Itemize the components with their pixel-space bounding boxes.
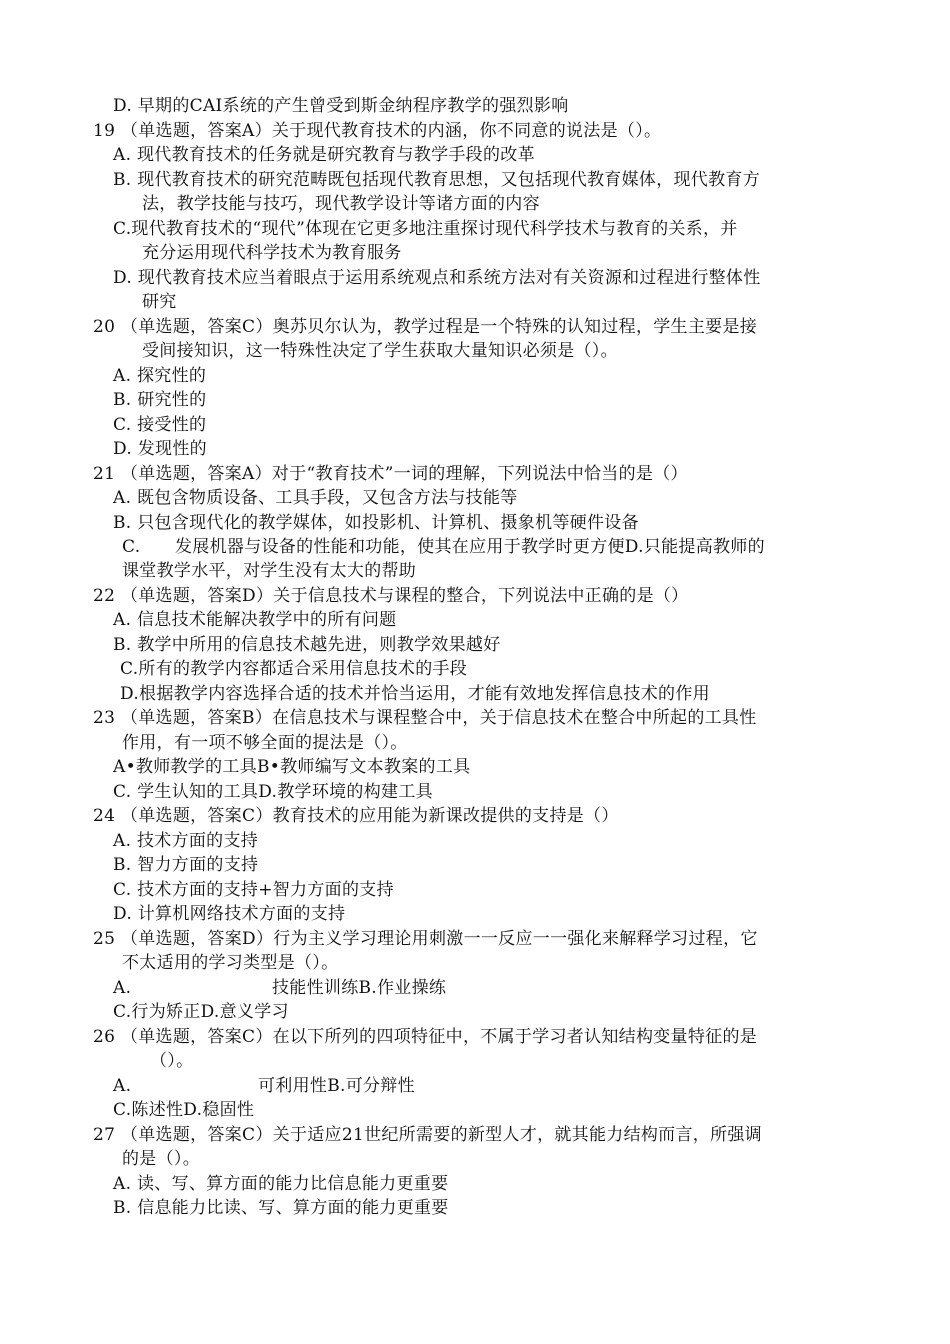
option-line: C.现代教育技术的“现代”体现在它更多地注重探讨现代科学技术与教育的关系，并 xyxy=(113,219,738,239)
question-line: 23 （单选题，答案B）在信息技术与课程整合中，关于信息技术在整合中所起的工具性 xyxy=(93,708,757,728)
option-line: C.陈述性D.稳固性 xyxy=(113,1100,255,1120)
option-label: A. xyxy=(113,1076,132,1096)
option-continuation: 充分运用现代科学技术为教育服务 xyxy=(142,243,402,263)
option-line: C. 学生认知的工具D.教学环境的构建工具 xyxy=(113,782,433,802)
option-line: D.根据教学内容选择合适的技术并恰当运用，才能有效地发挥信息技术的作用 xyxy=(120,684,710,704)
option-line: 可利用性B.可分辩性 xyxy=(258,1076,415,1096)
question-continuation: 作用，有一项不够全面的提法是（）。 xyxy=(122,733,408,753)
option-line: B. 只包含现代化的教学媒体，如投影机、计算机、摄象机等硬件设备 xyxy=(113,513,639,533)
option-line: C. 接受性的 xyxy=(113,415,207,435)
option-continuation: 课堂教学水平，对学生没有太大的帮助 xyxy=(122,561,417,581)
question-continuation: 受间接知识，这一特殊性决定了学生获取大量知识必须是（）。 xyxy=(142,341,618,361)
question-line: 19 （单选题，答案A）关于现代教育技术的内涵，你不同意的说法是（）。 xyxy=(93,121,662,141)
question-line: 27 （单选题，答案C）关于适应21世纪所需要的新型人才，就其能力结构而言，所强调 xyxy=(93,1125,762,1145)
question-continuation: 的是（）。 xyxy=(122,1149,200,1169)
option-line: D. 发现性的 xyxy=(113,439,207,459)
option-line: A. 探究性的 xyxy=(113,366,207,386)
option-line: B. 教学中所用的信息技术越先进，则教学效果越好 xyxy=(113,635,501,655)
question-line: 20 （单选题，答案C）奥苏贝尔认为，教学过程是一个特殊的认知过程，学生主要是接 xyxy=(93,317,758,337)
option-line: C.所有的教学内容都适合采用信息技术的手段 xyxy=(120,659,468,679)
option-line: C. 发展机器与设备的性能和功能，使其在应用于教学时更方便D.只能提高教师的 xyxy=(122,537,765,557)
option-line: C.行为矫正D.意义学习 xyxy=(113,1002,289,1022)
option-line: A. 信息技术能解决教学中的所有问题 xyxy=(113,610,397,630)
option-line: B. 研究性的 xyxy=(113,390,207,410)
option-line: B. 智力方面的支持 xyxy=(113,855,259,875)
question-line: 25 （单选题，答案D）行为主义学习理论用刺激一一反应一一强化来解释学习过程，它 xyxy=(93,929,758,949)
option-line: C. 技术方面的支持+智力方面的支持 xyxy=(113,880,394,900)
option-line: A. 既包含物质设备、工具手段，又包含方法与技能等 xyxy=(113,488,518,508)
question-line: 26 （单选题，答案C）在以下所列的四项特征中，不属于学习者认知结构变量特征的是 xyxy=(93,1027,758,1047)
option-line: B. 信息能力比读、写、算方面的能力更重要 xyxy=(113,1198,449,1218)
option-line: 技能性训练B.作业操练 xyxy=(272,978,447,998)
option-continuation: 法，教学技能与技巧，现代教学设计等诸方面的内容 xyxy=(142,194,540,214)
question-continuation: 不太适用的学习类型是（）。 xyxy=(122,953,339,973)
option-line: B. 现代教育技术的研究范畴既包括现代教育思想，又包括现代教育媒体，现代教育方 xyxy=(113,170,760,190)
question-line: 21 （单选题，答案A）对于“教育技术”一词的理解，下列说法中恰当的是（） xyxy=(93,464,688,484)
option-line: A. 读、写、算方面的能力比信息能力更重要 xyxy=(113,1174,449,1194)
option-continuation: 研究 xyxy=(142,292,177,312)
option-line: A•教师教学的工具B•教师编写文本教案的工具 xyxy=(113,757,471,777)
option-line: A. 现代教育技术的任务就是研究教育与教学手段的改革 xyxy=(113,145,535,165)
question-line: 22 （单选题，答案D）关于信息技术与课程的整合，下列说法中正确的是（） xyxy=(93,586,689,606)
option-line: A. 技术方面的支持 xyxy=(113,831,259,851)
option-line: D. 早期的CAI系统的产生曾受到斯金纳程序教学的强烈影响 xyxy=(113,96,569,116)
question-continuation: （）。 xyxy=(150,1051,194,1071)
option-line: D. 现代教育技术应当着眼点于运用系统观点和系统方法对有关资源和过程进行整体性 xyxy=(113,268,761,288)
question-line: 24 （单选题，答案C）教育技术的应用能为新课改提供的支持是（） xyxy=(93,806,619,826)
option-label: A. xyxy=(113,978,132,998)
option-line: D. 计算机网络技术方面的支持 xyxy=(113,904,346,924)
